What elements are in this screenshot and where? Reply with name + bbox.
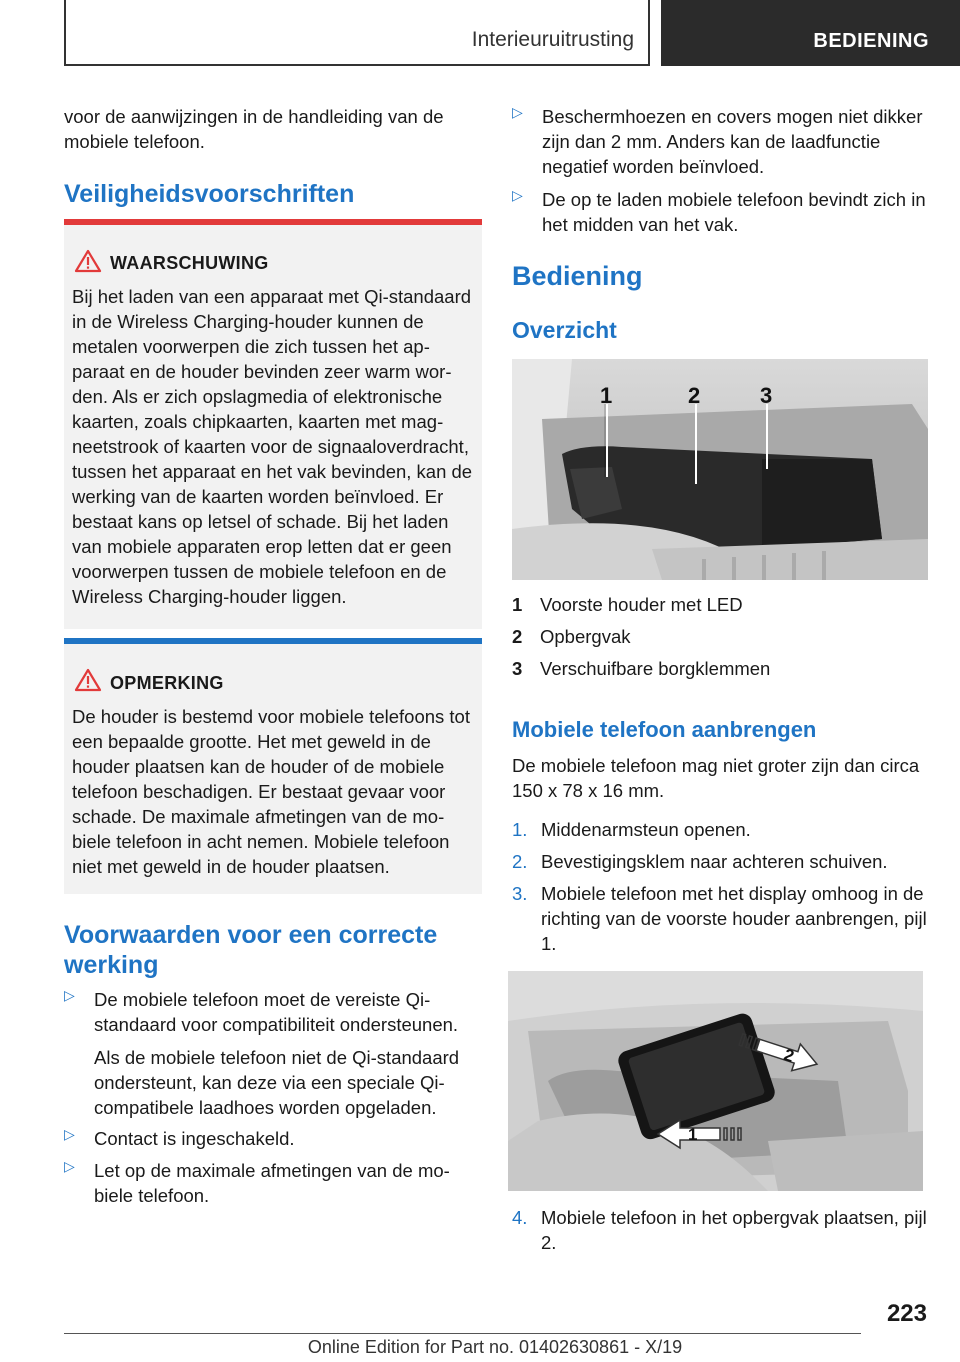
phone-insertion-image xyxy=(508,971,923,1191)
header-chapter-tab xyxy=(661,0,960,66)
warning-box xyxy=(64,219,482,629)
safety-heading: Veiligheidsvoorschriften xyxy=(64,180,355,208)
header-chapter-title: BEDIENING xyxy=(813,30,929,52)
callout-label: 3 xyxy=(760,383,773,408)
list-item-text: Let op de maximale afmetingen van de mobiele telefoon. xyxy=(94,1160,450,1206)
triangle-bullet-icon: ▷ xyxy=(512,104,523,120)
warning-triangle-icon xyxy=(74,249,102,273)
step-text: Mobiele telefoon met het display omhoog in de richting van de voorste houder aanbrengen, pijl 1. xyxy=(541,883,927,954)
list-item-text: Contact is ingeschakeld. xyxy=(94,1128,295,1149)
mount-heading: Mobiele telefoon aanbrengen xyxy=(512,717,817,742)
notice-triangle-icon xyxy=(74,668,102,692)
legend-text: Voorste houder met LED xyxy=(540,594,743,615)
step-number: 4. xyxy=(512,1207,528,1228)
list-item-text: De op te laden mobiele telefoon bevindt zich in het midden van het vak. xyxy=(542,189,926,235)
legend-item xyxy=(512,624,928,654)
header-section-tab xyxy=(64,0,650,66)
list-item-text: Beschermhoezen en covers mogen niet dikker zijn dan 2 mm. Anders kan de laadfunctie negatief worden beïnvloed. xyxy=(542,106,923,177)
legend-text: Verschuifbare borgklemmen xyxy=(540,658,771,679)
list-item-text: De mobiele telefoon moet de vereiste Qi-standaard voor compatibiliteit ondersteunen. xyxy=(94,989,459,1035)
step-number: 2. xyxy=(512,851,528,872)
legend-item xyxy=(512,656,928,686)
warning-title: WAARSCHUWING xyxy=(110,253,269,273)
legend-number: 3 xyxy=(512,658,523,679)
arrow-label: 1 xyxy=(688,1125,698,1144)
step-text: Bevestigingsklem naar achteren schuiven. xyxy=(541,851,888,872)
operation-heading: Bediening xyxy=(512,261,643,291)
legend-item xyxy=(512,592,928,622)
step-text: Mobiele telefoon in het opbergvak plaatsen, pijl 2. xyxy=(541,1207,927,1253)
legend-number: 1 xyxy=(512,594,523,615)
triangle-bullet-icon: ▷ xyxy=(64,987,75,1003)
mounting-figure xyxy=(508,971,923,1191)
header-section-title: Interieuruitrusting xyxy=(471,28,634,51)
note-text: De houder is bestemd voor mobiele telefoons tot een bepaalde grootte. Het met geweld in de houder plaatsen kan de houder of de mobiele telefoon beschadigen. Er bestaat gevaar voor schade. De maximale afmetingen van de mobiele telefoon in acht nemen. Mobiele telefoon niet met geweld in de houder plaatsen. xyxy=(72,706,470,877)
conditions-heading: Voorwaarden voor een correcte werking xyxy=(64,921,438,979)
note-title: OPMERKING xyxy=(110,673,224,693)
note-box xyxy=(64,638,482,894)
overview-heading: Overzicht xyxy=(512,317,617,343)
step-number: 3. xyxy=(512,883,528,904)
callout-label: 2 xyxy=(688,383,701,408)
charging-tray-image xyxy=(512,359,928,580)
overview-figure xyxy=(512,359,928,580)
step-text: Middenarmsteun openen. xyxy=(541,819,751,840)
condition-extra-text: Als de mobiele telefoon niet de Qi-standaard ondersteunt, kan deze via een speciale Qi-compatibele laadhoes worden opgeladen. xyxy=(94,1047,460,1118)
triangle-bullet-icon: ▷ xyxy=(64,1158,75,1174)
arrow-label: 2 xyxy=(781,1045,797,1067)
legend-text: Opbergvak xyxy=(540,626,631,647)
callout-label: 1 xyxy=(600,383,613,408)
step-number: 1. xyxy=(512,819,528,840)
triangle-bullet-icon: ▷ xyxy=(64,1126,75,1142)
warning-text: Bij het laden van een apparaat met Qi-standaard in de Wireless Charging-houder kunnen de metalen voorwerpen die zich tussen het apparaat en de houder bevinden zeer warm worden. Als er zich opslagmedia of elektronische kaarten, zoals chipkaarten, kaarten met magneetstrook of kaarten voor de signaaloverdracht, tussen het apparaat en het vak bevinden, kan de werking van de kaarten worden beïnvloed. Er bestaat kans op letsel of schade. Bij het laden van mobiele apparaten erop letten dat er geen voorwerpen tussen de mobiele telefoon en de Wireless Charging-houder liggen. xyxy=(72,286,473,607)
page-number: 223 xyxy=(886,1300,927,1327)
triangle-bullet-icon: ▷ xyxy=(512,187,523,203)
footer-edition: Online Edition for Part no. 01402630861 - X/19 xyxy=(307,1337,683,1357)
footer-divider xyxy=(64,1333,861,1334)
legend-number: 2 xyxy=(512,626,523,647)
mount-intro: De mobiele telefoon mag niet groter zijn dan circa 150 x 78 x 16 mm. xyxy=(512,755,920,801)
intro-text: voor de aanwijzingen in de handleiding van de mobiele telefoon. xyxy=(64,106,444,152)
